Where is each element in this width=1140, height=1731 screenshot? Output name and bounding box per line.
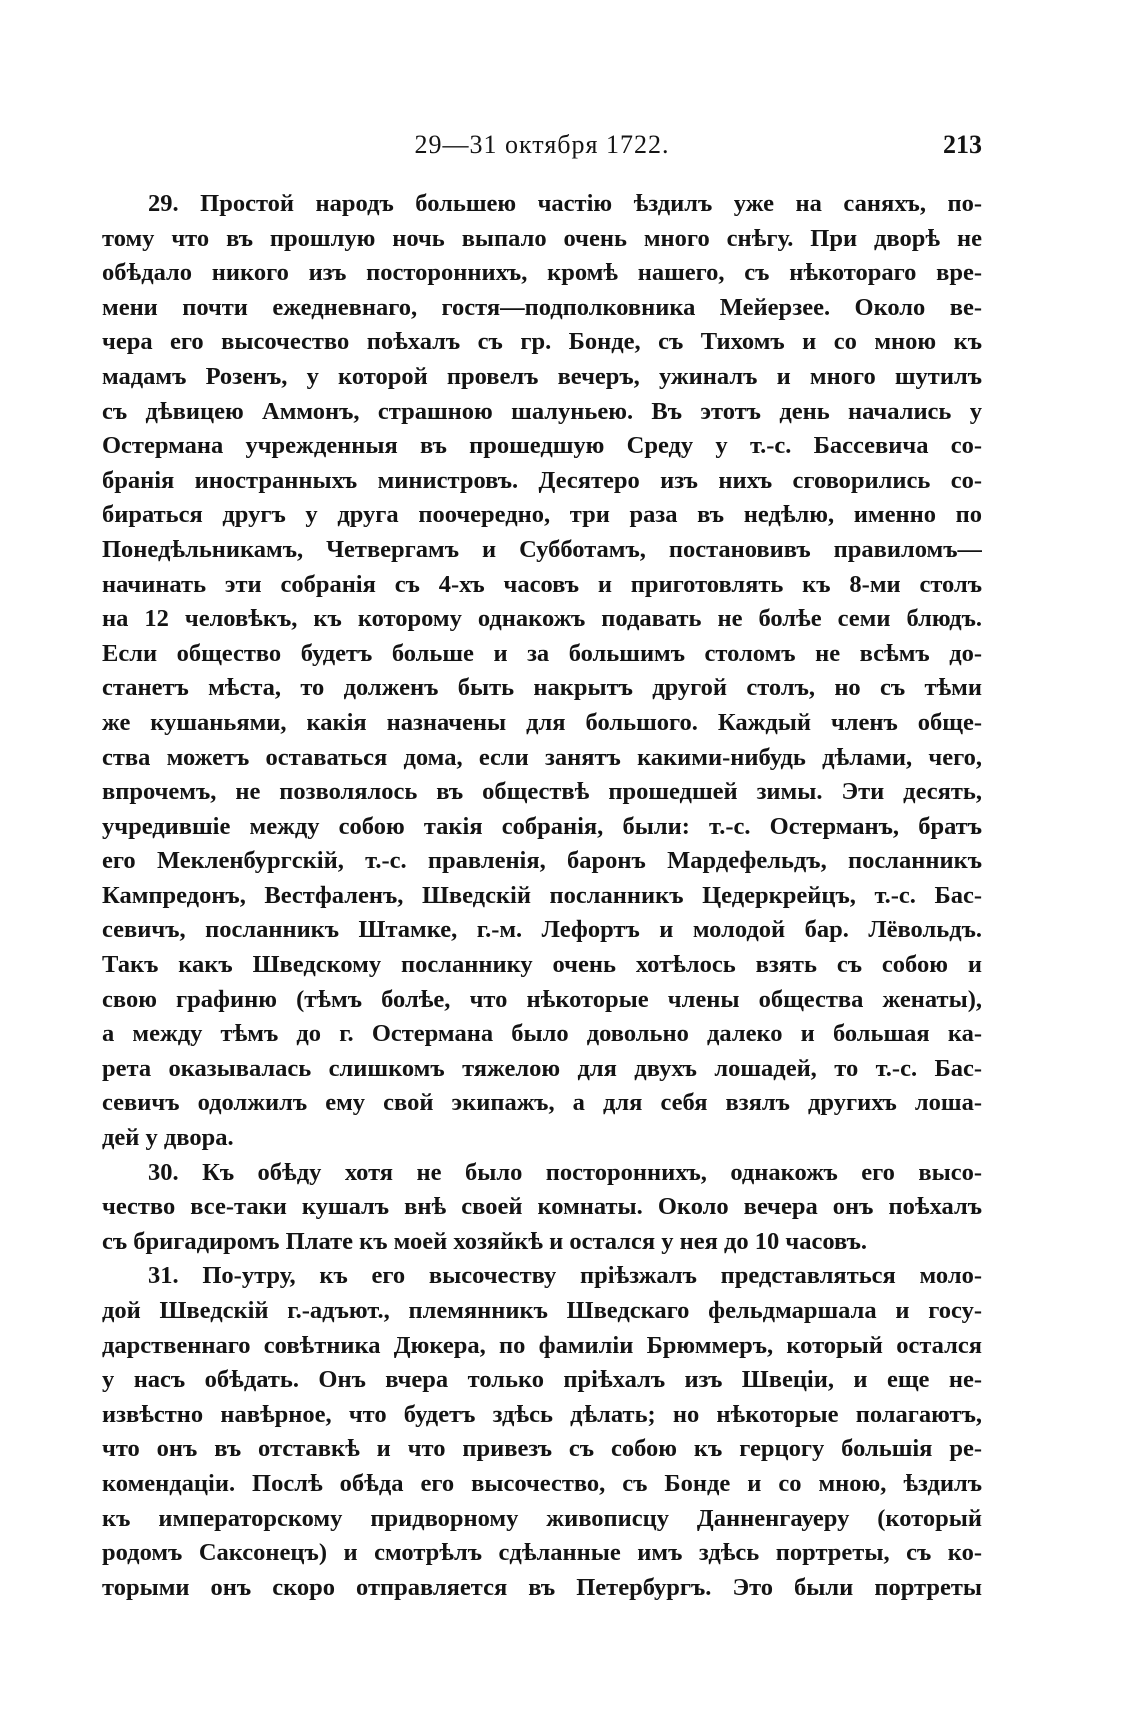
text-line: 29. Простой народъ большею частію ѣздилъ уже на саняхъ, по- [148, 190, 982, 217]
text-line: рета оказывалась слишкомъ тяжелою для двухъ лошадей, то т.-с. Бас- [102, 1054, 982, 1082]
page-header [102, 130, 982, 166]
text-line: а между тѣмъ до г. Остермана было довольно далеко и большая ка- [102, 1020, 982, 1048]
text-line: ства можетъ оставаться дома, если занятъ какими-нибудь дѣлами, чего, [102, 743, 982, 771]
text-line: съ бригадиромъ Плате къ моей хозяйкѣ и остался у нея до 10 часовъ. [102, 1227, 868, 1255]
text-line: свою графиню (тѣмъ болѣе, что нѣкоторые члены общества женаты), [102, 985, 982, 1013]
text-line: же кушаньями, какія назначены для большого. Каждый членъ обще- [102, 708, 982, 736]
text-line: мени почти ежедневнаго, гостя—подполковника Мейерзее. Около ве- [102, 293, 982, 321]
text-line: его Мекленбургскій, т.-с. правленія, баронъ Мардефельдъ, посланникъ [102, 847, 982, 875]
text-line: у насъ обѣдать. Онъ вчера только пріѣхалъ изъ Швеціи, и еще не- [102, 1366, 982, 1394]
text-line: Остермана учрежденныя въ прошедшую Среду у т.-с. Бассевича со- [102, 432, 982, 460]
text-line: къ императорскому придворному живописцу Данненгауеру (который [102, 1504, 982, 1532]
text-line: Если общество будетъ больше и за большимъ столомъ не всѣмъ до- [102, 639, 982, 667]
text-line: бираться другъ у друга поочередно, три раза въ недѣлю, именно по [102, 501, 982, 529]
text-line: торыми онъ скоро отправляется въ Петербургъ. Это были портреты [102, 1573, 982, 1601]
page-number: 213 [943, 130, 982, 159]
text-line: станетъ мѣста, то долженъ быть накрытъ другой столъ, но съ тѣми [102, 674, 982, 702]
text-line: севичъ, посланникъ Штамке, г.-м. Лефортъ и молодой бар. Лёвольдъ. [102, 916, 982, 944]
text-line: извѣстно навѣрное, что будетъ здѣсь дѣлать; но нѣкоторые полагаютъ, [102, 1400, 982, 1428]
text-line: дей у двора. [102, 1124, 234, 1152]
text-line: Кампредонъ, Вестфаленъ, Шведскій посланникъ Цедеркрейцъ, т.-с. Бас- [102, 881, 982, 909]
text-line: 30. Къ обѣду хотя не было постороннихъ, однакожъ его высо- [148, 1158, 982, 1186]
text-line: 31. По-утру, къ его высочеству пріѣзжалъ представляться моло- [148, 1262, 982, 1290]
text-line: обѣдало никого изъ постороннихъ, кромѣ нашего, съ нѣкотораго вре- [102, 259, 982, 287]
running-title: 29—31 октября 1722. [414, 130, 670, 159]
text-line: на 12 человѣкъ, къ которому однакожъ подавать не болѣе семи блюдъ. [102, 605, 982, 633]
text-line: что онъ въ отставкѣ и что привезъ съ собою къ герцогу большія ре- [102, 1435, 982, 1463]
text-line: родомъ Саксонецъ) и смотрѣлъ сдѣланные имъ здѣсь портреты, съ ко- [102, 1539, 982, 1567]
text-body [102, 187, 982, 1605]
text-line: бранія иностранныхъ министровъ. Десятеро изъ нихъ сговорились со- [102, 466, 982, 494]
text-line: чера его высочество поѣхалъ съ гр. Бонде, съ Тихомъ и со мною къ [102, 328, 982, 356]
text-line: дой Шведскій г.-адъют., племянникъ Шведскаго фельдмаршала и госу- [102, 1297, 982, 1324]
text-line: комендаціи. Послѣ обѣда его высочество, съ Бонде и со мною, ѣздилъ [102, 1469, 982, 1497]
text-line: начинать эти собранія съ 4-хъ часовъ и приготовлять къ 8-ми столъ [102, 570, 982, 598]
text-line: севичъ одолжилъ ему свой экипажъ, а для себя взялъ другихъ лоша- [102, 1089, 982, 1117]
text-line: Такъ какъ Шведскому посланнику очень хотѣлось взять съ собою и [102, 951, 982, 979]
text-line: чество все-таки кушалъ внѣ своей комнаты. Около вечера онъ поѣхалъ [102, 1193, 982, 1221]
text-line: дарственнаго совѣтника Дюкера, по фамиліи Брюммеръ, который остался [102, 1331, 982, 1359]
text-line: учредившіе между собою такія собранія, были: т.-с. Остерманъ, братъ [102, 812, 982, 840]
text-line: тому что въ прошлую ночь выпало очень много снѣгу. При дворѣ не [102, 224, 982, 252]
text-line: мадамъ Розенъ, у которой провелъ вечеръ, ужиналъ и много шутилъ [102, 362, 982, 390]
text-line: впрочемъ, не позволялось въ обществѣ прошедшей зимы. Эти десять, [102, 778, 982, 806]
text-line: съ дѣвицею Аммонъ, страшною шалуньею. Въ этотъ день начались у [102, 397, 982, 425]
text-line: Понедѣльникамъ, Четвергамъ и Субботамъ, постановивъ правиломъ— [102, 535, 982, 563]
